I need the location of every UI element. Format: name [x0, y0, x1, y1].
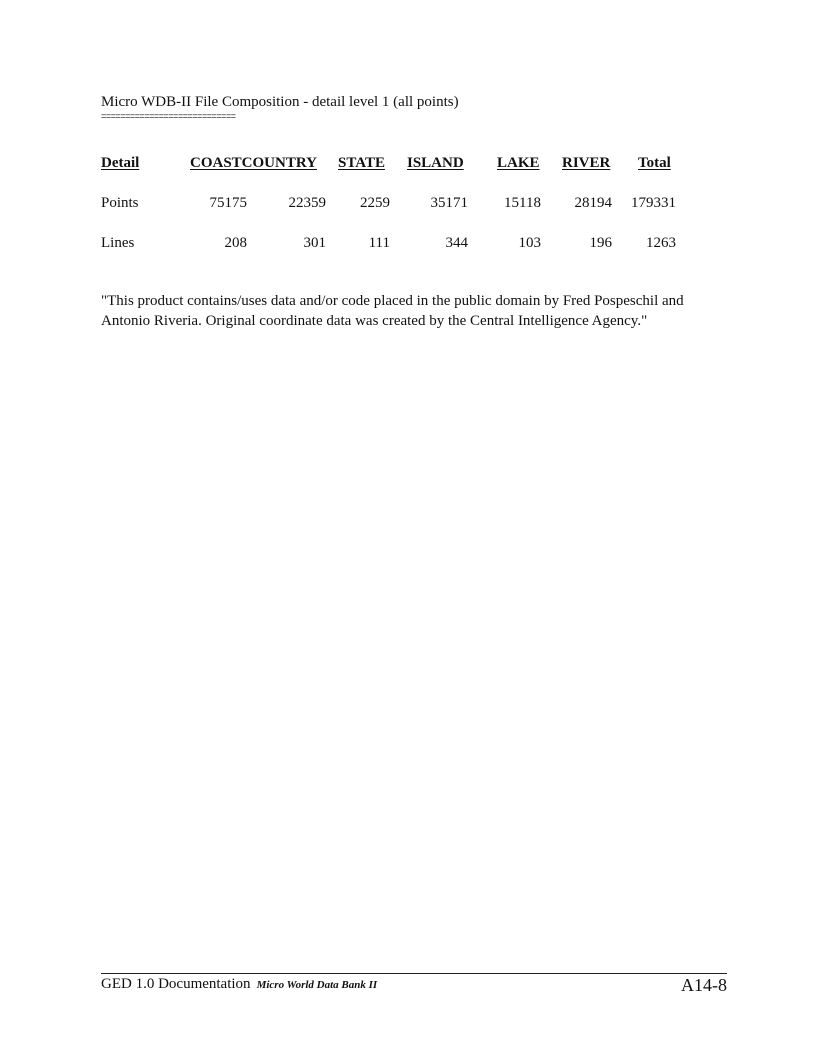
cell-points-island: 35171 — [430, 195, 468, 211]
cell-lines-river: 196 — [589, 235, 612, 251]
footer-doc-subtitle: Micro World Data Bank II — [256, 979, 378, 991]
header-total: Total — [638, 155, 671, 171]
header-state: STATE — [338, 155, 385, 171]
row-label-lines: Lines — [101, 235, 135, 251]
public-domain-notice: "This product contains/uses data and/or code placed in the public domain by Fred Pospeschil and Antonio Riveria. Original coordinate data was created by the Central Intelligence Agency." — [101, 293, 684, 329]
cell-lines-coast: 208 — [224, 235, 247, 251]
cell-lines-total: 1263 — [646, 235, 676, 251]
cell-points-state: 2259 — [360, 195, 390, 211]
cell-points-total: 179331 — [631, 195, 676, 211]
cell-lines-lake: 103 — [518, 235, 541, 251]
cell-points-country: 22359 — [288, 195, 326, 211]
footer-doc-name: GED 1.0 Documentation — [101, 976, 251, 992]
footer-page-number: A14-8 — [681, 975, 727, 995]
cell-lines-island: 344 — [445, 235, 468, 251]
page-title: Micro WDB-II File Composition - detail level 1 (all points) — [101, 94, 459, 110]
header-island: ISLAND — [407, 155, 464, 171]
header-river: RIVER — [562, 155, 611, 171]
cell-points-river: 28194 — [574, 195, 612, 211]
header-coastcountry: COASTCOUNTRY — [190, 155, 317, 171]
footer-doc-title — [101, 976, 377, 993]
cell-lines-state: 111 — [368, 235, 390, 251]
cell-points-lake: 15118 — [504, 195, 541, 211]
title-underline-rule: ============================ — [101, 112, 236, 122]
cell-points-coast: 75175 — [209, 195, 247, 211]
footer-rule — [101, 973, 727, 974]
row-label-points: Points — [101, 195, 139, 211]
cell-lines-country: 301 — [303, 235, 326, 251]
header-detail: Detail — [101, 155, 140, 171]
header-lake: LAKE — [497, 155, 540, 171]
